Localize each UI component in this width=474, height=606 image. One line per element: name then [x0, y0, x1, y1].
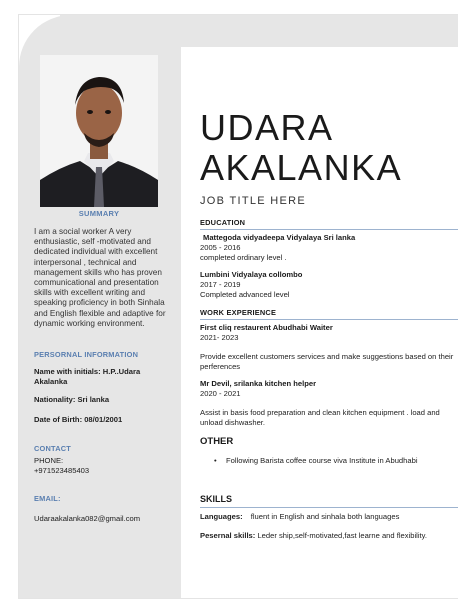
languages-value: fluent in English and sinhala both languages: [250, 512, 400, 521]
education-detail: Completed advanced level: [200, 290, 290, 299]
candidate-name: [200, 108, 402, 188]
date-of-birth: Date of Birth: 08/01/2001: [34, 415, 123, 424]
work-detail: Provide excellent customers services and make suggestions based on their perferences: [200, 352, 454, 371]
languages-label: Languages:: [200, 512, 243, 521]
summary-title: SUMMARY: [78, 209, 120, 218]
education-years: 2005 - 2016: [200, 243, 241, 252]
education-school: Mattegoda vidyadeepa Vidyalaya Sri lanka: [203, 233, 356, 242]
work-entry: [200, 323, 462, 372]
education-years: 2017 - 2019: [200, 280, 241, 289]
skills-personal: [200, 531, 462, 541]
contact-title: CONTACT: [34, 444, 71, 453]
work-role: First cliq restaurent Abudhabi Waiter: [200, 323, 333, 332]
email-title: EMAIL:: [34, 494, 61, 503]
work-entry: [200, 379, 462, 428]
work-role: Mr Devil, srilanka kitchen helper: [200, 379, 317, 388]
other-item: [214, 456, 418, 465]
name-line-2: AKALANKA: [200, 147, 403, 188]
name-with-initials: Name with initials: H.P..Udara Akalanka: [34, 367, 141, 386]
bullet-icon: •: [214, 456, 217, 465]
nationality: Nationality: Sri lanka: [34, 395, 110, 404]
other-item-text: Following Barista coffee course viva Institute in Abudhabi: [226, 456, 418, 465]
skills-languages: [200, 512, 462, 522]
education-school: Lumbini Vidyalaya collombo: [200, 270, 303, 279]
name-line-1: UDARA: [200, 107, 334, 148]
skills-title: SKILLS: [200, 494, 458, 508]
personal-skills-label: Pesernal skills:: [200, 531, 256, 540]
summary-text: I am a social worker A very enthusiastic, self -motivated and dedicated individual with excellent interpersonal , technical and management skills who has proven communicational and presentation skills with excellent writing and speaking proficiency in both Sinhala and English flexible and adaptive for dynamic working environment.: [34, 227, 166, 328]
education-detail: completed ordinary level .: [200, 253, 287, 262]
personal-skills-value: Leder ship,self-motivated,fast learne and flexibility.: [257, 531, 427, 540]
phone-label: PHONE:: [34, 456, 64, 465]
work-years: 2021- 2023: [200, 333, 239, 342]
top-bar-background: [60, 15, 458, 47]
work-experience-title: WORK EXPERIENCE: [200, 308, 458, 320]
email-value: Udaraakalanka082@gmail.com: [34, 514, 141, 523]
other-title: OTHER: [200, 436, 234, 447]
job-title: JOB TITLE HERE: [200, 195, 307, 207]
education-entry: [200, 270, 462, 300]
work-detail: Assist in basis food preparation and clean kitchen equipment . load and unload dishwasher.: [200, 408, 440, 427]
personal-info-title: PERSORNAL INFORMATION: [34, 350, 139, 359]
work-years: 2020 - 2021: [200, 389, 241, 398]
phone-value: +971523485403: [34, 466, 90, 475]
education-title: EDUCATION: [200, 218, 458, 230]
education-entry: [200, 233, 462, 263]
profile-photo: [40, 55, 158, 207]
